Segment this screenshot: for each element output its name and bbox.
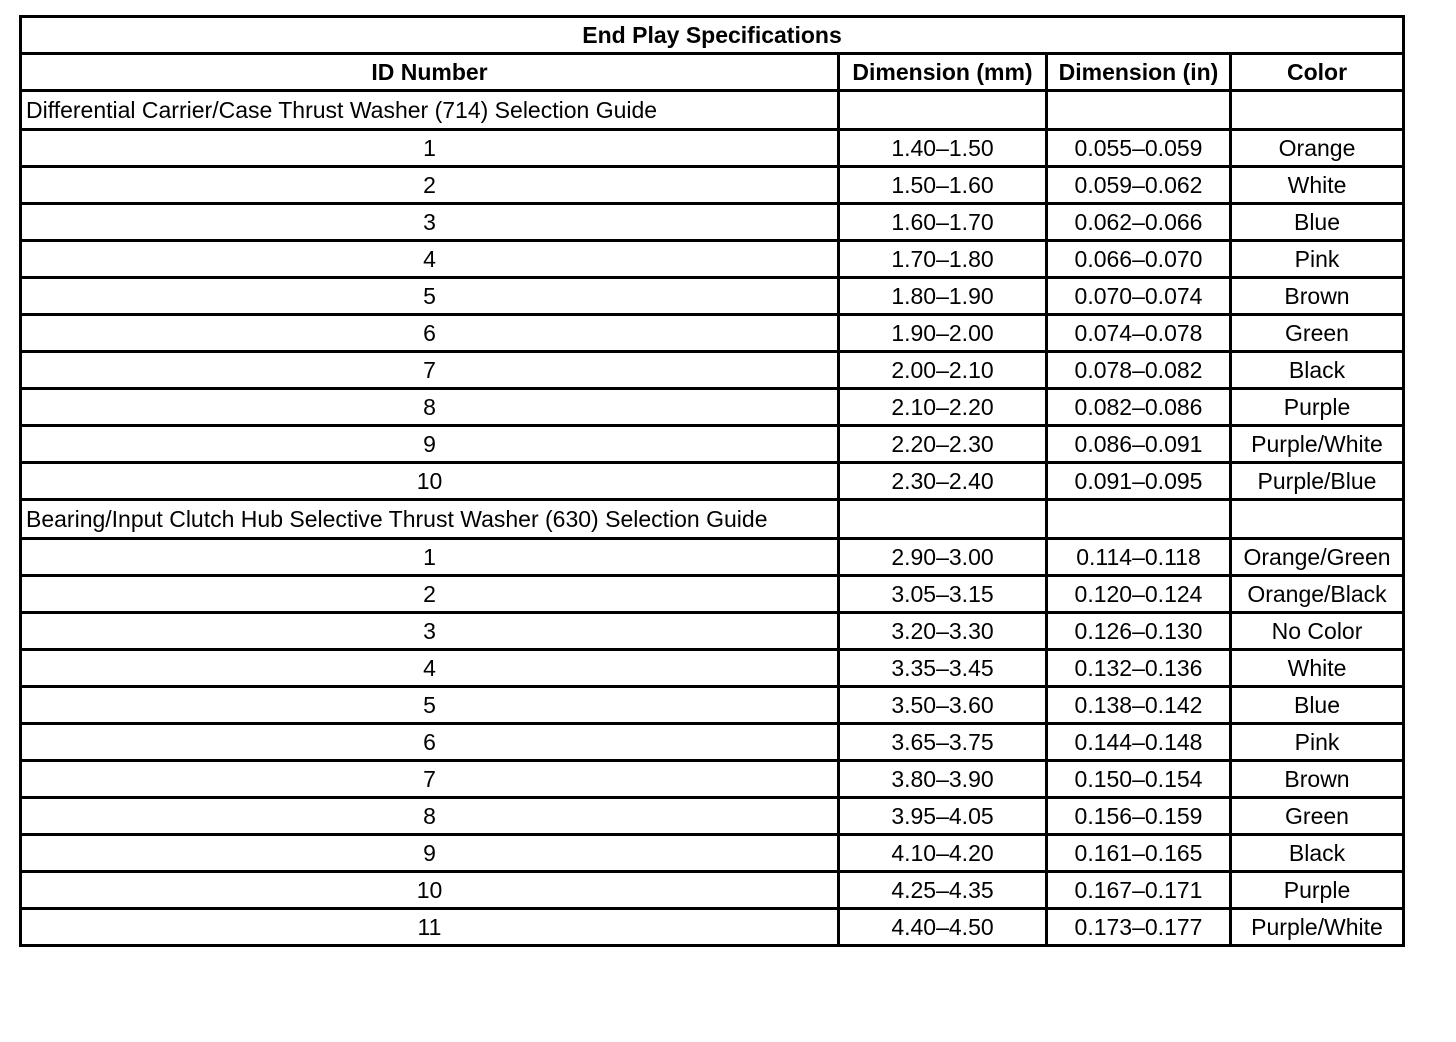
cell-dimension-in: 0.126–0.130 <box>1047 613 1231 650</box>
empty-cell <box>1047 500 1231 539</box>
cell-color: Blue <box>1231 204 1404 241</box>
cell-dimension-in: 0.066–0.070 <box>1047 241 1231 278</box>
empty-cell <box>839 91 1047 130</box>
cell-color: Blue <box>1231 687 1404 724</box>
column-header-dimension-mm: Dimension (mm) <box>839 54 1047 91</box>
cell-dimension-mm: 3.05–3.15 <box>839 576 1047 613</box>
column-header-id-number: ID Number <box>21 54 839 91</box>
cell-color: Purple/White <box>1231 426 1404 463</box>
cell-dimension-in: 0.156–0.159 <box>1047 798 1231 835</box>
cell-id-number: 8 <box>21 389 839 426</box>
table-row <box>21 576 1404 613</box>
cell-id-number: 9 <box>21 426 839 463</box>
cell-color: Orange <box>1231 130 1404 167</box>
table-row <box>21 613 1404 650</box>
cell-color: Purple/White <box>1231 909 1404 946</box>
cell-dimension-mm: 4.25–4.35 <box>839 872 1047 909</box>
table-row <box>21 315 1404 352</box>
cell-dimension-in: 0.144–0.148 <box>1047 724 1231 761</box>
empty-cell <box>1231 500 1404 539</box>
cell-id-number: 5 <box>21 278 839 315</box>
cell-color: Black <box>1231 352 1404 389</box>
cell-dimension-in: 0.114–0.118 <box>1047 539 1231 576</box>
cell-id-number: 7 <box>21 352 839 389</box>
cell-id-number: 11 <box>21 909 839 946</box>
cell-color: Brown <box>1231 761 1404 798</box>
cell-dimension-mm: 2.90–3.00 <box>839 539 1047 576</box>
cell-dimension-in: 0.086–0.091 <box>1047 426 1231 463</box>
table-row <box>21 426 1404 463</box>
cell-dimension-mm: 3.20–3.30 <box>839 613 1047 650</box>
table-row <box>21 167 1404 204</box>
cell-dimension-mm: 2.30–2.40 <box>839 463 1047 500</box>
cell-id-number: 2 <box>21 576 839 613</box>
table-row <box>21 835 1404 872</box>
cell-dimension-in: 0.055–0.059 <box>1047 130 1231 167</box>
cell-color: Pink <box>1231 724 1404 761</box>
table-row <box>21 724 1404 761</box>
cell-dimension-mm: 3.95–4.05 <box>839 798 1047 835</box>
table-row <box>21 204 1404 241</box>
cell-id-number: 8 <box>21 798 839 835</box>
cell-id-number: 7 <box>21 761 839 798</box>
cell-dimension-mm: 1.50–1.60 <box>839 167 1047 204</box>
cell-dimension-in: 0.161–0.165 <box>1047 835 1231 872</box>
table-row <box>21 687 1404 724</box>
table-row <box>21 539 1404 576</box>
cell-dimension-mm: 1.70–1.80 <box>839 241 1047 278</box>
cell-dimension-in: 0.059–0.062 <box>1047 167 1231 204</box>
cell-dimension-mm: 2.20–2.30 <box>839 426 1047 463</box>
cell-dimension-mm: 3.80–3.90 <box>839 761 1047 798</box>
cell-color: White <box>1231 650 1404 687</box>
table-row <box>21 130 1404 167</box>
empty-cell <box>1047 91 1231 130</box>
cell-dimension-mm: 2.10–2.20 <box>839 389 1047 426</box>
cell-dimension-mm: 1.60–1.70 <box>839 204 1047 241</box>
table-body <box>21 91 1404 946</box>
cell-color: No Color <box>1231 613 1404 650</box>
section-label: Differential Carrier/Case Thrust Washer (714) Selection Guide <box>21 91 839 130</box>
table-row <box>21 352 1404 389</box>
empty-cell <box>839 500 1047 539</box>
cell-color: Brown <box>1231 278 1404 315</box>
cell-id-number: 10 <box>21 872 839 909</box>
table-row <box>21 278 1404 315</box>
cell-dimension-in: 0.091–0.095 <box>1047 463 1231 500</box>
cell-color: Green <box>1231 798 1404 835</box>
cell-color: Orange/Black <box>1231 576 1404 613</box>
cell-id-number: 3 <box>21 613 839 650</box>
cell-dimension-in: 0.078–0.082 <box>1047 352 1231 389</box>
end-play-specifications-table <box>19 15 1405 947</box>
cell-id-number: 4 <box>21 241 839 278</box>
cell-dimension-in: 0.167–0.171 <box>1047 872 1231 909</box>
cell-color: Black <box>1231 835 1404 872</box>
cell-dimension-mm: 3.65–3.75 <box>839 724 1047 761</box>
cell-color: Purple <box>1231 872 1404 909</box>
table-row <box>21 909 1404 946</box>
table-row <box>21 761 1404 798</box>
table-row <box>21 650 1404 687</box>
table-title: End Play Specifications <box>21 17 1404 54</box>
table-row <box>21 241 1404 278</box>
cell-color: Orange/Green <box>1231 539 1404 576</box>
section-label: Bearing/Input Clutch Hub Selective Thrust Washer (630) Selection Guide <box>21 500 839 539</box>
cell-dimension-in: 0.074–0.078 <box>1047 315 1231 352</box>
cell-color: White <box>1231 167 1404 204</box>
cell-id-number: 2 <box>21 167 839 204</box>
cell-dimension-in: 0.173–0.177 <box>1047 909 1231 946</box>
cell-color: Pink <box>1231 241 1404 278</box>
table-row <box>21 872 1404 909</box>
cell-dimension-mm: 4.10–4.20 <box>839 835 1047 872</box>
cell-id-number: 1 <box>21 539 839 576</box>
cell-id-number: 6 <box>21 315 839 352</box>
cell-color: Purple <box>1231 389 1404 426</box>
cell-id-number: 3 <box>21 204 839 241</box>
cell-dimension-mm: 1.90–2.00 <box>839 315 1047 352</box>
cell-dimension-mm: 2.00–2.10 <box>839 352 1047 389</box>
cell-dimension-in: 0.082–0.086 <box>1047 389 1231 426</box>
cell-dimension-in: 0.062–0.066 <box>1047 204 1231 241</box>
cell-dimension-in: 0.150–0.154 <box>1047 761 1231 798</box>
cell-dimension-mm: 1.80–1.90 <box>839 278 1047 315</box>
cell-id-number: 4 <box>21 650 839 687</box>
table-title-row <box>21 17 1404 54</box>
cell-id-number: 1 <box>21 130 839 167</box>
cell-dimension-mm: 4.40–4.50 <box>839 909 1047 946</box>
cell-id-number: 6 <box>21 724 839 761</box>
header-row <box>21 54 1404 91</box>
column-header-color: Color <box>1231 54 1404 91</box>
cell-dimension-in: 0.120–0.124 <box>1047 576 1231 613</box>
empty-cell <box>1231 91 1404 130</box>
table-row <box>21 463 1404 500</box>
cell-dimension-mm: 3.35–3.45 <box>839 650 1047 687</box>
cell-dimension-in: 0.132–0.136 <box>1047 650 1231 687</box>
cell-id-number: 10 <box>21 463 839 500</box>
cell-dimension-in: 0.138–0.142 <box>1047 687 1231 724</box>
table-row <box>21 798 1404 835</box>
cell-id-number: 9 <box>21 835 839 872</box>
section-row <box>21 91 1404 130</box>
cell-color: Purple/Blue <box>1231 463 1404 500</box>
column-header-dimension-in: Dimension (in) <box>1047 54 1231 91</box>
table-row <box>21 389 1404 426</box>
cell-dimension-in: 0.070–0.074 <box>1047 278 1231 315</box>
cell-color: Green <box>1231 315 1404 352</box>
cell-dimension-mm: 1.40–1.50 <box>839 130 1047 167</box>
cell-id-number: 5 <box>21 687 839 724</box>
section-row <box>21 500 1404 539</box>
cell-dimension-mm: 3.50–3.60 <box>839 687 1047 724</box>
